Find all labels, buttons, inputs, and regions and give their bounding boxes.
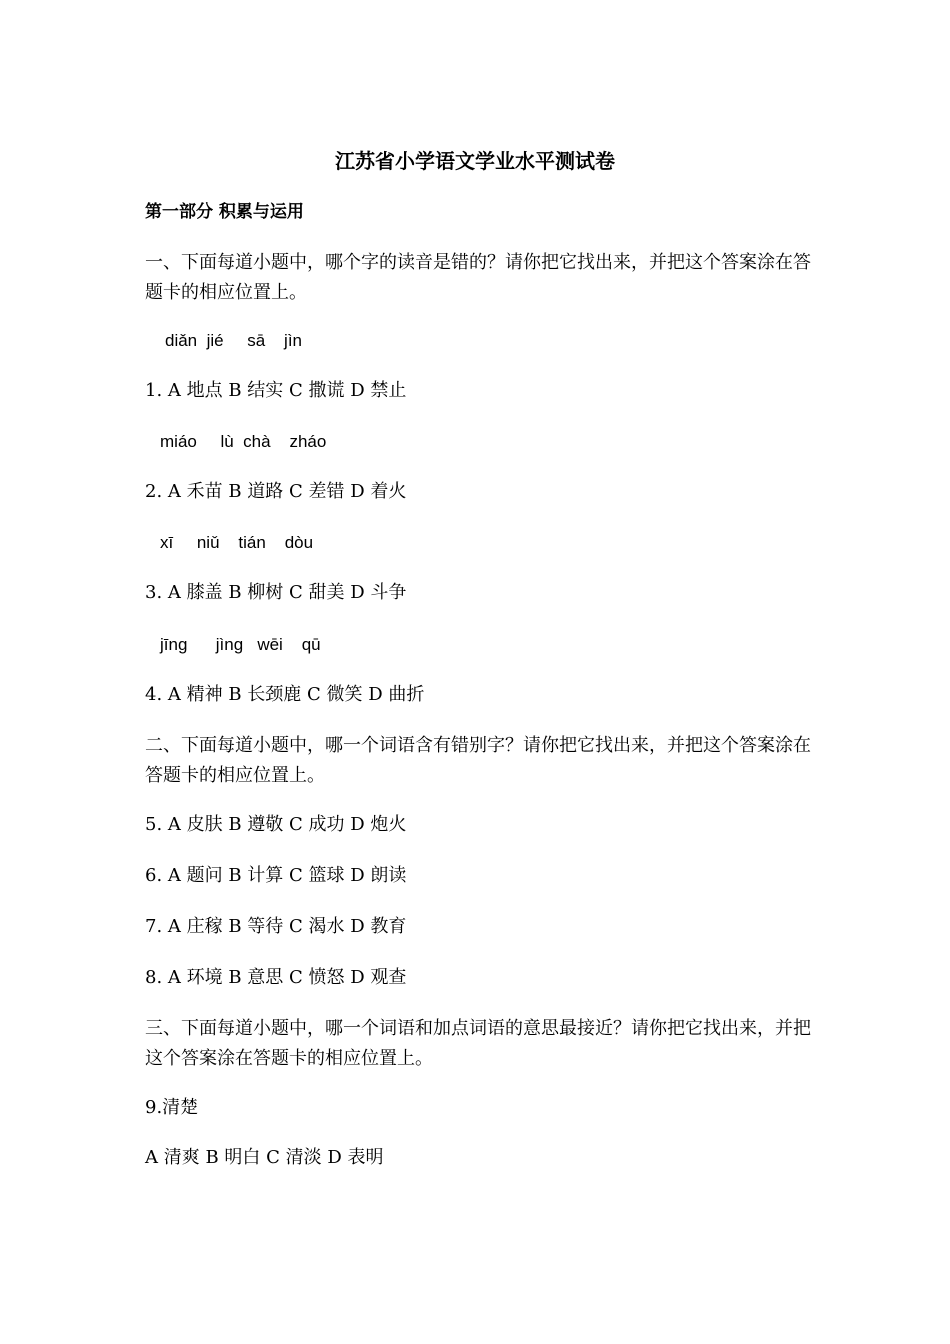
question-1: 1. A 地点 B 结实 C 撒谎 D 禁止 — [145, 380, 407, 401]
section-one-instructions: 一、下面每道小题中，哪个字的读音是错的？请你把它找出来，并把这个答案涂在答题卡的相应位置上。 — [145, 252, 811, 303]
pinyin-row-1: diǎn jié sā jìn — [165, 331, 303, 350]
document-title: 江苏省小学语文学业水平测试卷 — [335, 149, 615, 173]
pinyin-row-3: xī niǔ tián dòu — [160, 533, 314, 552]
question-7: 7. A 庄稼 B 等待 C 渴水 D 教育 — [145, 916, 407, 937]
pinyin-row-2: miáo lù chà zháo — [160, 432, 327, 451]
question-3: 3. A 膝盖 B 柳树 C 甜美 D 斗争 — [145, 582, 407, 603]
question-6: 6. A 题问 B 计算 C 篮球 D 朗读 — [145, 865, 407, 886]
pinyin-row-4: jīng jìng wēi qū — [160, 635, 321, 654]
question-4: 4. A 精神 B 长颈鹿 C 微笑 D 曲折 — [145, 684, 425, 705]
question-9-options: A 清爽 B 明白 C 清淡 D 表明 — [145, 1147, 384, 1168]
question-5: 5. A 皮肤 B 遵敬 C 成功 D 炮火 — [145, 814, 407, 835]
question-8: 8. A 环境 B 意思 C 愤怒 D 观查 — [145, 967, 407, 988]
question-9: 9.清楚 — [145, 1097, 199, 1118]
section-three-instructions: 三、下面每道小题中，哪一个词语和加点词语的意思最接近？请你把它找出来，并把这个答案涂在答题卡的相应位置上。 — [145, 1018, 811, 1069]
part-heading: 第一部分 积累与运用 — [145, 202, 304, 222]
question-2: 2. A 禾苗 B 道路 C 差错 D 着火 — [145, 481, 407, 502]
section-two-instructions: 二、下面每道小题中，哪一个词语含有错别字？请你把它找出来，并把这个答案涂在答题卡的相应位置上。 — [145, 735, 811, 786]
